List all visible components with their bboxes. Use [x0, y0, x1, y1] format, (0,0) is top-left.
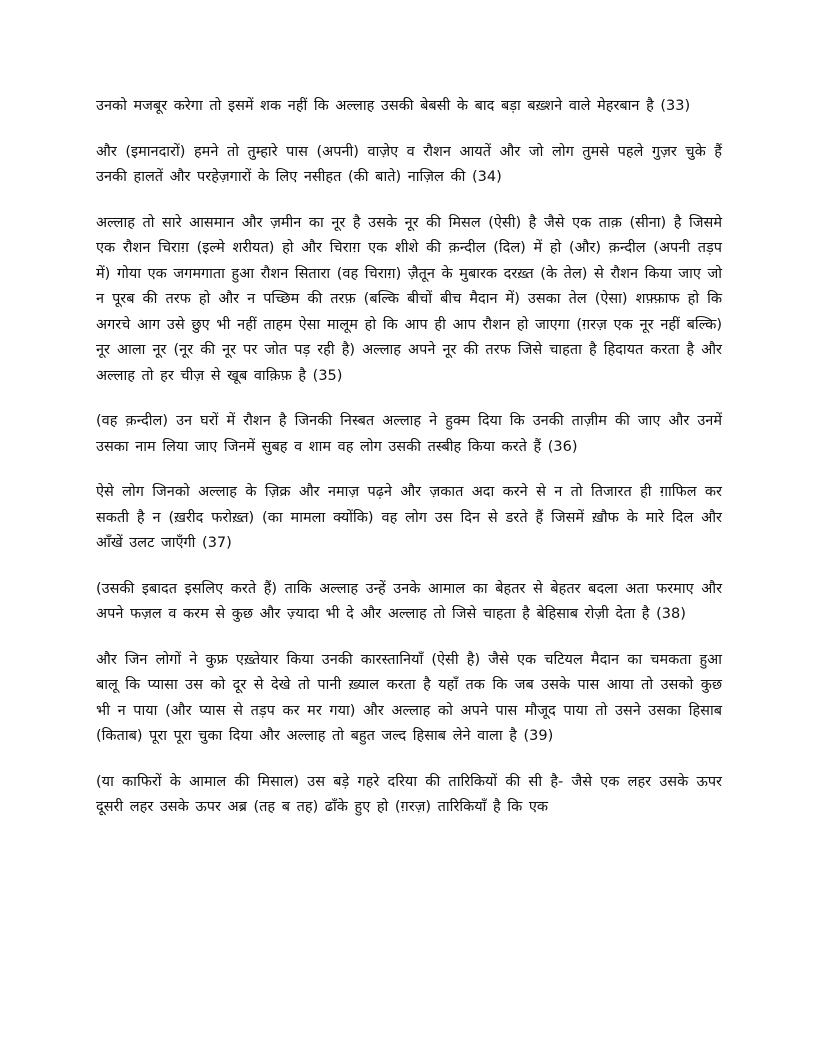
- paragraph-verse-36: (वह क़न्दील) उन घरों में रौशन है जिनकी निस्बत अल्लाह ने हुक्म दिया कि उनकी ताज़ीम की जाए और उनमें उसका नाम लिया जाए जिनमें सुबह व शाम वह लोग उसकी तस्बीह किया करते हैं (36): [96, 413, 722, 455]
- paragraph-verse-34: और (इमानदारों) हमने तो तुम्हारे पास (अपनी) वाज़ेए व रौशन आयतें और जो लोग तुमसे पहले गुज़र चुके हैं उनकी हालतें और परहेज़गारों के लिए नसीहत (की बाते) नाज़िल की (34): [96, 143, 722, 185]
- paragraph-verse-38: (उसकी इबादत इसलिए करते हैं) ताकि अल्लाह उन्हें उनके आमाल का बेहतर से बेहतर बदला अता फरमाए और अपने फज़ल व करम से कुछ और ज़्यादा भी दे और अल्लाह तो जिसे चाहता है बेहिसाब रोज़ी देता है (38): [96, 580, 722, 622]
- paragraph-verse-35: अल्लाह तो सारे आसमान और ज़मीन का नूर है उसके नूर की मिसल (ऐसी) है जैसे एक ताक़ (सीना) है जिसमे एक रौशन चिराग़ (इल्मे शरीयत) हो और चिराग़ एक शीशे की क़न्दील (दिल) में हो (और) क़न्दील (अपनी तड़प में) गोया एक जगमगाता हुआ रौशन सितारा (वह चिराग़) ज़ैतून के मुबारक दरख़्त (के तेल) से रौशन किया जाए जो न पूरब की तरफ हो और न पच्छिम की तरफ़ (बल्कि बीचों बीच मैदान में) उसका तेल (ऐसा) शफ़्फ़ाफ हो कि अगरचे आग उसे छुए भी नहीं ताहम ऐसा मालूम हो कि आप ही आप रौशन हो जाएगा (ग़रज़ एक नूर नहीं बल्कि) नूर आला नूर (नूर की नूर पर जोत पड़ रही है) अल्लाह अपने नूर की तरफ जिसे चाहता है हिदायत करता है और अल्लाह तो हर चीज़ से खूब वाक़िफ़ है (35): [96, 214, 722, 384]
- paragraph-verse-40-partial: (या काफिरों के आमाल की मिसाल) उस बड़े गहरे दरिया की तारिकियों की सी है- जैसे एक लहर उसके ऊपर दूसरी लहर उसके ऊपर अब्र (तह ब तह) ढाँके हुए हो (ग़रज़) तारिकियाँ है कि एक: [96, 773, 722, 815]
- paragraph-verse-37: ऐसे लोग जिनको अल्लाह के ज़िक्र और नमाज़ पढ़ने और ज़कात अदा करने से न तो तिजारत ही ग़ाफिल कर सकती है न (ख़रीद फरोख़्त) (का मामला क्योंकि) वह लोग उस दिन से डरते हैं जिसमें ख़ौफ के मारे दिल और आँखें उलट जाएँगी (37): [96, 484, 722, 551]
- paragraph-verse-33: उनको मजबूर करेगा तो इसमें शक नहीं कि अल्लाह उसकी बेबसी के बाद बड़ा बख़्शने वाले मेहरबान है (33): [96, 98, 691, 114]
- document-body: [96, 94, 722, 841]
- paragraph-verse-39: और जिन लोगों ने कुफ्र एख़्तेयार किया उनकी कारस्तानियाँ (ऐसी है) जैसे एक चटियल मैदान का चमकता हुआ बालू कि प्यासा उस को दूर से देखे तो पानी ख़्याल करता है यहाँ तक कि जब उसके पास आया तो उसको कुछ भी न पाया (और प्यास से तड़प कर मर गया) और अल्लाह को अपने पास मौजूद पाया तो उसने उसका हिसाब (किताब) पूरा पूरा चुका दिया और अल्लाह तो बहुत जल्द हिसाब लेने वाला है (39): [96, 651, 722, 744]
